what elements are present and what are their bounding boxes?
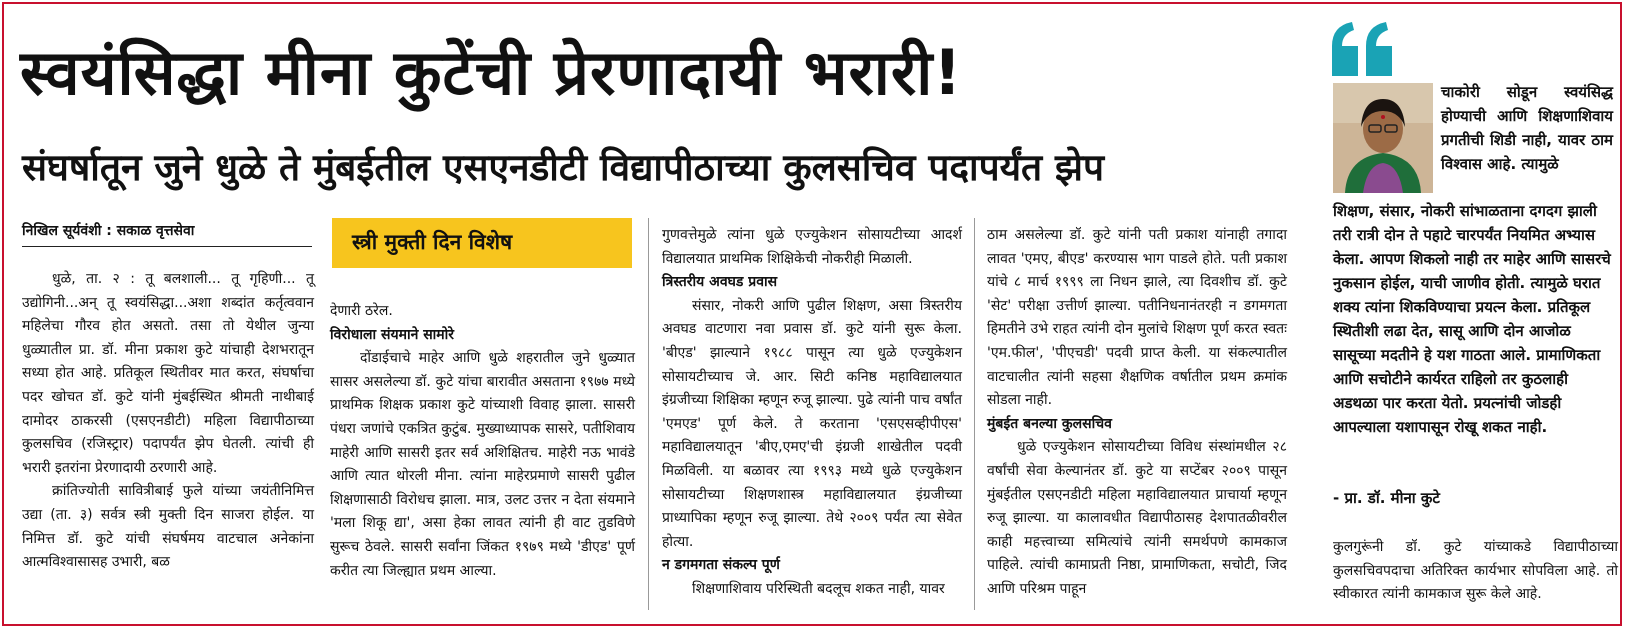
quote-attribution: - प्रा. डॉ. मीना कुटे [1333,489,1440,507]
article-column-5: कुलगुरूंनी डॉ. कुटे यांच्याकडे विद्यापीठाच्या कुलसचिवपदाचा अतिरिक्त कार्यभार सोपविला आहे. तो स्वीकारत त्यांनी कामकाज सुरू केले आहे. [1333,539,1618,603]
byline: निखिल सूर्यवंशी : सकाळ वृत्तसेवा [22,221,312,247]
paragraph: गुणवत्तेमुळे त्यांना धुळे एज्युकेशन सोसायटीच्या आदर्श विद्यालयात प्राथमिक शिक्षिकेची नोकरीही मिळाली. [662,227,962,267]
paragraph: क्रांतिज्योती सावित्रीबाई फुले यांच्या जयंतीनिमित्त उद्या (ता. ३) सर्वत्र स्त्री मुक्ती दिन साजरा होईल. या निमित्त डॉ. कुटे यांची संघर्षमय वाटचाल अनेकांना आत्मविश्वासासह उभारी, बळ [22,483,314,571]
quote-text-top: चाकोरी सोडून स्वयंसिद्ध होण्याची आणि शिक्षणाशिवाय प्रगतीची शिडी नाही, यावर ठाम विश्वास आहे. त्यामुळे [1441,83,1613,173]
portrait-photo [1333,83,1433,193]
paragraph: धुळे एज्युकेशन सोसायटीच्या विविध संस्थांमधील २८ वर्षांची सेवा केल्यानंतर डॉ. कुटे या सप्टेंबर २००९ पासून मुंबईतील एसएनडीटी महिला महाविद्यालयात प्राचार्या म्हणून रुजू झाल्या. या कालावधीत विद्यापीठासह देशपातळीवरील काही महत्त्वाच्या समित्यांचे त्यांनी समर्थपणे कामकाज पाहिले. त्यांची कामाप्रती निष्ठा, प्रामाणिकता, सचोटी, जिद आणि परिश्रम पाहून [987,439,1287,597]
article-column-3 [662,224,962,602]
subheading: न डगमगता संकल्प पूर्ण [662,557,780,574]
subheading: मुंबईत बनल्या कुलसचिव [987,415,1112,432]
paragraph: देणारी ठरेल. [330,303,393,319]
column-divider [974,218,975,610]
subheading: त्रिस्तरीय अवघड प्रवास [662,274,778,291]
paragraph: शिक्षणाशिवाय परिस्थिती बदलूच शकत नाही, यावर [692,580,945,597]
section-tag: स्त्री मुक्ती दिन विशेष [332,218,632,268]
paragraph: धुळे, ता. २ : तू बलशाली... तू गृहिणी... तू उद्योगिनी...अन् तू स्वयंसिद्धा...अशा शब्दांत कर्तृत्ववान महिलेचा गौरव होत असतो. तसा तो येथील जुन्या धुळ्यातील प्रा. डॉ. मीना प्रकाश कुटे यांचाही देशभरातून सध्या होत आहे. प्रतिकूल स्थितीवर मात करत, संघर्षाचा पदर खोचत डॉ. कुटे यांनी मुंबईस्थित श्रीमती नाथीबाई दामोदर ठाकरसी (एसएनडीटी) महिला विद्यापीठाच्या कुलसचिव (रजिस्ट्रार) पदापर्यंत झेप घेतली. त्यांची ही भरारी इतरांना प्रेरणादायी ठरणारी आहे. [22,271,314,476]
paragraph: दोंडाईचाचे माहेर आणि धुळे शहरातील जुने धुळ्यात सासर असलेल्या डॉ. कुटे यांचा बारावीत असताना १९७७ मध्ये प्राथमिक शिक्षक प्रकाश कुटे यांच्याशी विवाह झाला. सासरी पंधरा जणांचे एकत्रित कुटुंब. मुख्याध्यापक सासरे, पतीशिवाय माहेरी आणि सासरी इतर सर्व अशिक्षितच. माहेरी नऊ भावंडे आणि त्यात थोरली मीना. त्यांना माहेरप्रमाणे सासरी पुढील शिक्षणासाठी विरोधच झाला. मात्र, उलट उत्तर न देता संयमाने 'मला शिकू द्या', असा हेका लावत त्यांनी ही वाट तुडविणे सुरूच ठेवले. सासरी सर्वांना जिंकत १९७९ मध्ये 'डीएड' पूर्ण करीत त्या जिल्ह्यात प्रथम आल्या. [330,350,635,579]
subheading: विरोधाला संयमाने सामोरे [330,326,455,343]
quote-mark-icon [1330,20,1394,76]
headline: स्वयंसिद्धा मीना कुटेंची प्रेरणादायी भरारी! [20,36,963,109]
quote-text-bottom: शिक्षण, संसार, नोकरी सांभाळताना दगदग झाली तरी रात्री दोन ते पहाटे चारपर्यंत नियमित अभ्यास केला. आपण शिकलो नाही तर माहेर आणि सासरचे नुकसान होईल, याची जाणीव होती. त्यामुळे घरात शक्य त्यांना शिकविण्याचा प्रयत्न केला. प्रतिकूल स्थितीशी लढा देत, सासू आणि दोन आजोळ सासूच्या मदतीने हे यश गाठता आले. प्रामाणिकता आणि सचोटीने कार्यरत राहिलो तर कुठलाही अडथळा पार करता येतो. प्रयत्नांची जोडही आपल्याला यशापासून रोखू शकत नाही. [1333,202,1611,436]
subheadline: संघर्षातून जुने धुळे ते मुंबईतील एसएनडीटी विद्यापीठाच्या कुलसचिव पदापर्यंत झेप [22,146,1105,189]
column-divider [648,218,649,610]
article-column-1 [22,268,314,575]
article-column-2 [330,300,635,583]
paragraph: संसार, नोकरी आणि पुढील शिक्षण, असा त्रिस्तरीय अवघड वाटणारा नवा प्रवास डॉ. कुटे यांनी सुरू केला. 'बीएड' झाल्याने १९८८ पासून त्या धुळे एज्युकेशन सोसायटीच्याच जे. आर. सिटी कनिष्ठ महाविद्यालयात इंग्रजीच्या शिक्षिका म्हणून रुजू झाल्या. पुढे त्यांनी पाच वर्षांत 'एमएड' पूर्ण केले. ते करताना 'एसएसव्हीपीएस' महाविद्यालयातून 'बीए,एमए'ची इंग्रजी शाखेतील पदवी मिळविली. या बळावर त्या १९९३ मध्ये धुळे एज्युकेशन सोसायटीच्या शिक्षणशास्त्र महाविद्यालयात इंग्रजीच्या प्राध्यापिका म्हणून रुजू झाल्या. तेथे २००९ पर्यंत त्या सेवेत होत्या. [662,297,962,550]
paragraph: ठाम असलेल्या डॉ. कुटे यांनी पती प्रकाश यांनाही तगादा लावत 'एमए, बीएड' करण्यास भाग पाडले होते. पती प्रकाश यांचे ८ मार्च १९९९ ला निधन झाले, त्या दिवशीच डॉ. कुटे 'सेट' परीक्षा उत्तीर्ण झाल्या. पतीनिधनानंतरही न डगमगता हिमतीने उभे राहत त्यांनी दोन मुलांचे शिक्षण पूर्ण करत स्वतः 'एम.फील', 'पीएचडी' पदवी प्राप्त केली. या संकल्पातील वाटचालीत त्यांनी सहसा शैक्षणिक वर्षातील प्रथम क्रमांक सोडला नाही. [987,227,1287,409]
article-column-4 [987,224,1287,602]
